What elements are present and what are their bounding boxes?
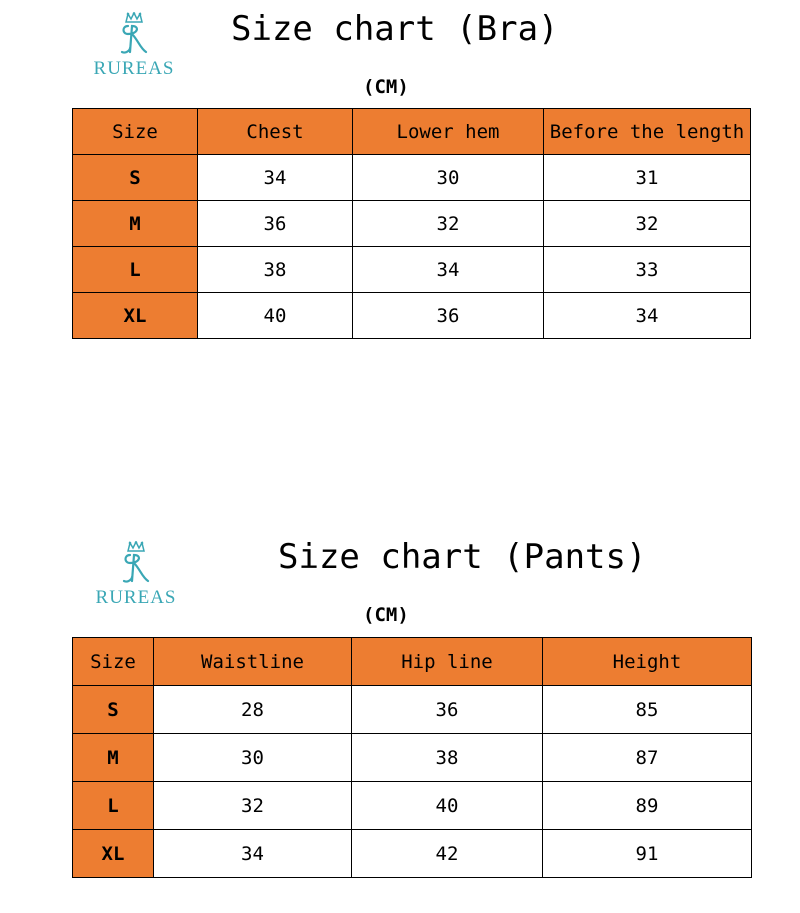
header-cell-hip-line: Hip line [352, 638, 543, 686]
value-cell: 91 [543, 830, 752, 878]
value-cell: 34 [198, 155, 353, 201]
pants-chart-title: Size chart (Pants) [278, 537, 647, 577]
value-cell: 36 [198, 201, 353, 247]
header-cell-before-the-length: Before the length [544, 109, 751, 155]
value-cell: 32 [544, 201, 751, 247]
value-cell: 38 [198, 247, 353, 293]
header-cell-chest: Chest [198, 109, 353, 155]
bra-size-table [72, 108, 751, 339]
pants-size-table [72, 637, 752, 878]
size-cell: L [73, 782, 154, 830]
table-row [73, 782, 752, 830]
table-header-row [73, 109, 751, 155]
value-cell: 34 [353, 247, 544, 293]
value-cell: 32 [353, 201, 544, 247]
table-row [73, 293, 751, 339]
table-row [73, 734, 752, 782]
header-cell-lower-hem: Lower hem [353, 109, 544, 155]
value-cell: 38 [352, 734, 543, 782]
crown-r-logo-icon [116, 541, 156, 585]
header-cell-size: Size [73, 109, 198, 155]
crown-r-logo-icon [114, 12, 154, 56]
brand-logo [84, 12, 184, 80]
size-cell: M [73, 201, 198, 247]
value-cell: 28 [154, 686, 352, 734]
value-cell: 32 [154, 782, 352, 830]
value-cell: 34 [154, 830, 352, 878]
table-row [73, 155, 751, 201]
table-row [73, 201, 751, 247]
value-cell: 40 [352, 782, 543, 830]
value-cell: 30 [353, 155, 544, 201]
value-cell: 31 [544, 155, 751, 201]
brand-name: RUREAS [93, 58, 175, 79]
value-cell: 34 [544, 293, 751, 339]
bra-unit-label: (CM) [363, 76, 409, 98]
size-cell: L [73, 247, 198, 293]
brand-name: RUREAS [95, 587, 177, 608]
size-cell: XL [73, 830, 154, 878]
header-cell-waistline: Waistline [154, 638, 352, 686]
table-row [73, 686, 752, 734]
value-cell: 87 [543, 734, 752, 782]
value-cell: 30 [154, 734, 352, 782]
value-cell: 36 [352, 686, 543, 734]
bra-chart-title: Size chart (Bra) [231, 9, 559, 49]
size-cell: M [73, 734, 154, 782]
value-cell: 33 [544, 247, 751, 293]
size-cell: XL [73, 293, 198, 339]
value-cell: 36 [353, 293, 544, 339]
brand-logo [86, 541, 186, 609]
header-cell-height: Height [543, 638, 752, 686]
value-cell: 40 [198, 293, 353, 339]
size-cell: S [73, 155, 198, 201]
value-cell: 89 [543, 782, 752, 830]
table-row [73, 830, 752, 878]
table-row [73, 247, 751, 293]
size-cell: S [73, 686, 154, 734]
table-header-row [73, 638, 752, 686]
header-cell-size: Size [73, 638, 154, 686]
pants-unit-label: (CM) [363, 604, 409, 626]
value-cell: 85 [543, 686, 752, 734]
value-cell: 42 [352, 830, 543, 878]
